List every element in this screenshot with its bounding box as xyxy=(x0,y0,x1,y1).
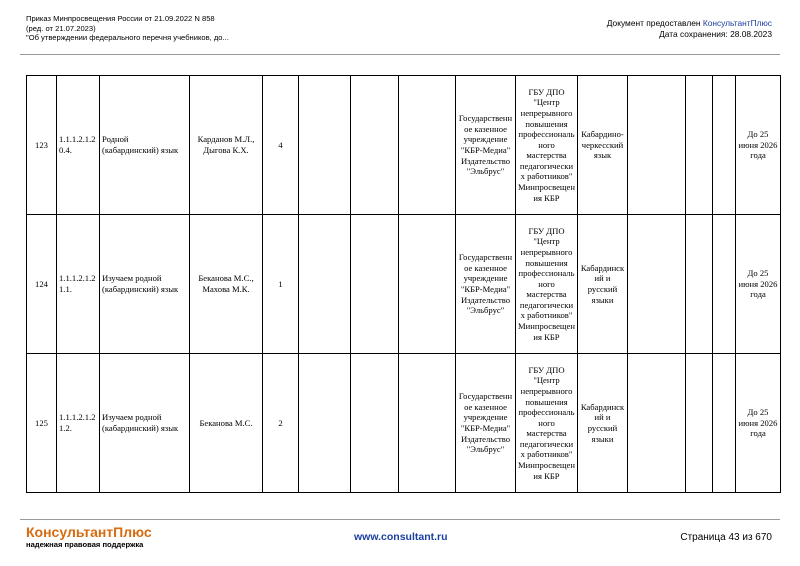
empty-cell xyxy=(399,215,456,354)
empty-cell xyxy=(351,76,399,215)
authors: Беканова М.С. xyxy=(190,354,263,493)
textbook-title: Изучаем родной (кабардинский) язык xyxy=(100,354,190,493)
empty-cell xyxy=(686,215,713,354)
empty-cell xyxy=(351,354,399,493)
header-line: (ред. от 21.07.2023) xyxy=(26,23,96,33)
textbook-code: 1.1.1.2.1.21.2. xyxy=(57,354,100,493)
empty-cell xyxy=(299,76,351,215)
language: Кабардинский и русский языки xyxy=(578,215,628,354)
empty-cell xyxy=(628,354,686,493)
empty-cell xyxy=(713,354,736,493)
provider-info xyxy=(607,18,772,40)
grade: 4 xyxy=(263,76,299,215)
valid-until: До 25 июня 2026 года xyxy=(736,76,781,215)
expert-organization: ГБУ ДПО "Центр непрерывного повышения профессионального мастерства педагогических работников" Минпросвещения КБР xyxy=(516,215,578,354)
header-line: "Об утверждении федерального перечня учебников, до... xyxy=(26,33,229,43)
empty-cell xyxy=(399,354,456,493)
logo-tagline: надежная правовая поддержка xyxy=(26,540,144,549)
textbook-title: Изучаем родной (кабардинский) язык xyxy=(100,215,190,354)
empty-cell xyxy=(628,76,686,215)
authors: Карданов М.Л., Дыгова К.Х. xyxy=(190,76,263,215)
valid-until: До 25 июня 2026 года xyxy=(736,215,781,354)
provider-brand-link[interactable]: КонсультантПлюс xyxy=(702,18,772,28)
expert-organization: ГБУ ДПО "Центр непрерывного повышения профессионального мастерства педагогических работников" Минпросвещения КБР xyxy=(516,354,578,493)
empty-cell xyxy=(713,215,736,354)
document-header xyxy=(26,14,229,43)
header-line: Приказ Минпросвещения России от 21.09.2022 N 858 xyxy=(26,14,215,23)
empty-cell xyxy=(399,76,456,215)
grade: 1 xyxy=(263,215,299,354)
table-row xyxy=(27,215,781,354)
row-number: 124 xyxy=(27,215,57,354)
empty-cell xyxy=(713,76,736,215)
table-row xyxy=(27,354,781,493)
row-number: 125 xyxy=(27,354,57,493)
empty-cell xyxy=(628,215,686,354)
textbook-table xyxy=(26,75,781,493)
empty-cell xyxy=(299,354,351,493)
authors: Беканова М.С., Махова М.К. xyxy=(190,215,263,354)
empty-cell xyxy=(686,354,713,493)
textbook-code: 1.1.1.2.1.20.4. xyxy=(57,76,100,215)
provided-label: Документ предоставлен xyxy=(606,18,703,28)
publisher: Государственное казенное учреждение "КБР-Медиа" Издательство "Эльбрус" xyxy=(456,215,516,354)
consultant-logo[interactable] xyxy=(26,524,152,550)
textbook-code: 1.1.1.2.1.21.1. xyxy=(57,215,100,354)
site-link[interactable]: www.consultant.ru xyxy=(354,531,448,543)
publisher: Государственное казенное учреждение "КБР-Медиа" Издательство "Эльбрус" xyxy=(456,76,516,215)
logo-text: КонсультантПлюс xyxy=(26,524,152,540)
grade: 2 xyxy=(263,354,299,493)
save-date: Дата сохранения: 28.08.2023 xyxy=(659,29,772,39)
empty-cell xyxy=(686,76,713,215)
valid-until: До 25 июня 2026 года xyxy=(736,354,781,493)
textbook-title: Родной (кабардинский) язык xyxy=(100,76,190,215)
empty-cell xyxy=(299,215,351,354)
page-counter: Страница 43 из 670 xyxy=(680,532,772,543)
row-number: 123 xyxy=(27,76,57,215)
publisher: Государственное казенное учреждение "КБР-Медиа" Издательство "Эльбрус" xyxy=(456,354,516,493)
empty-cell xyxy=(351,215,399,354)
header-divider xyxy=(20,54,780,55)
footer-divider xyxy=(20,519,780,520)
expert-organization: ГБУ ДПО "Центр непрерывного повышения профессионального мастерства педагогических работников" Минпросвещения КБР xyxy=(516,76,578,215)
table-row xyxy=(27,76,781,215)
language: Кабардинский и русский языки xyxy=(578,354,628,493)
language: Кабардино-черкесский язык xyxy=(578,76,628,215)
